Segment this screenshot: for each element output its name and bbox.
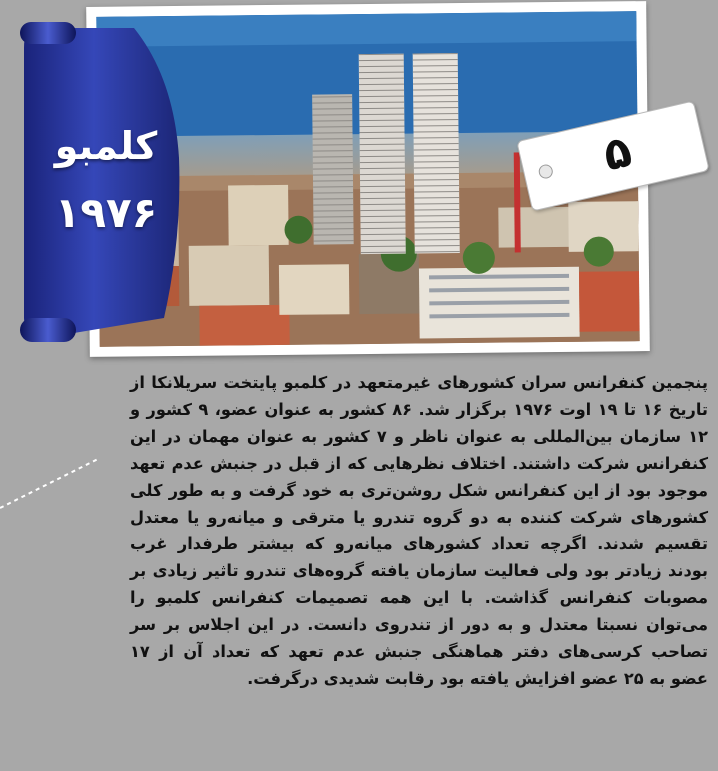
tag-hole-icon — [537, 163, 554, 180]
tag-number: ۵ — [598, 125, 637, 182]
banner-year: ۱۹۷۶ — [54, 188, 158, 237]
title-banner — [14, 18, 184, 348]
article-body: پنجمین کنفرانس سران کشورهای غیرمتعهد در کلمبو پایتخت سریلانکا از تاریخ ۱۶ تا ۱۹ اوت ۱۹۷۶ برگزار شد. ۸۶ کشور به عنوان عضو، ۹ کشور و ۱۲ سازمان بین‌المللی به عنوان ناظر و ۷ کشور به عنوان مهمان در این کنفرانس شرکت داشتند. اختلاف نظرهایی که از قبل در جنبش عدم تعهد موجود بود از این کنفرانس شکل روشن‌تری به خود گرفت و به طور کلی کشورهای شرکت کننده به دو گروه تندرو یا مترقی و میانه‌رو یا معتدل تقسیم شدند. اگرچه تعداد کشورهای میانه‌رو که بیشتر طرفدار غرب بودند زیادتر بود ولی فعالیت سازمان یافته گروه‌های تندرو تاثیر زیادی بر مصوبات کنفرانس گذاشت. با این همه تصمیمات کنفرانس کلمبو را می‌توان نسبتا معتدل و به دور از تندروی دانست. در این اجلاس بر سر تصاحب کرسی‌های دفتر هماهنگی جنبش عدم تعهد که تعداد آن از ۱۷ عضو به ۲۵ عضو افزایش یافته بود رقابت شدیدی درگرفت. — [130, 373, 709, 688]
banner-title: کلمبو — [54, 124, 158, 168]
banner-scroll-shape — [14, 18, 184, 348]
